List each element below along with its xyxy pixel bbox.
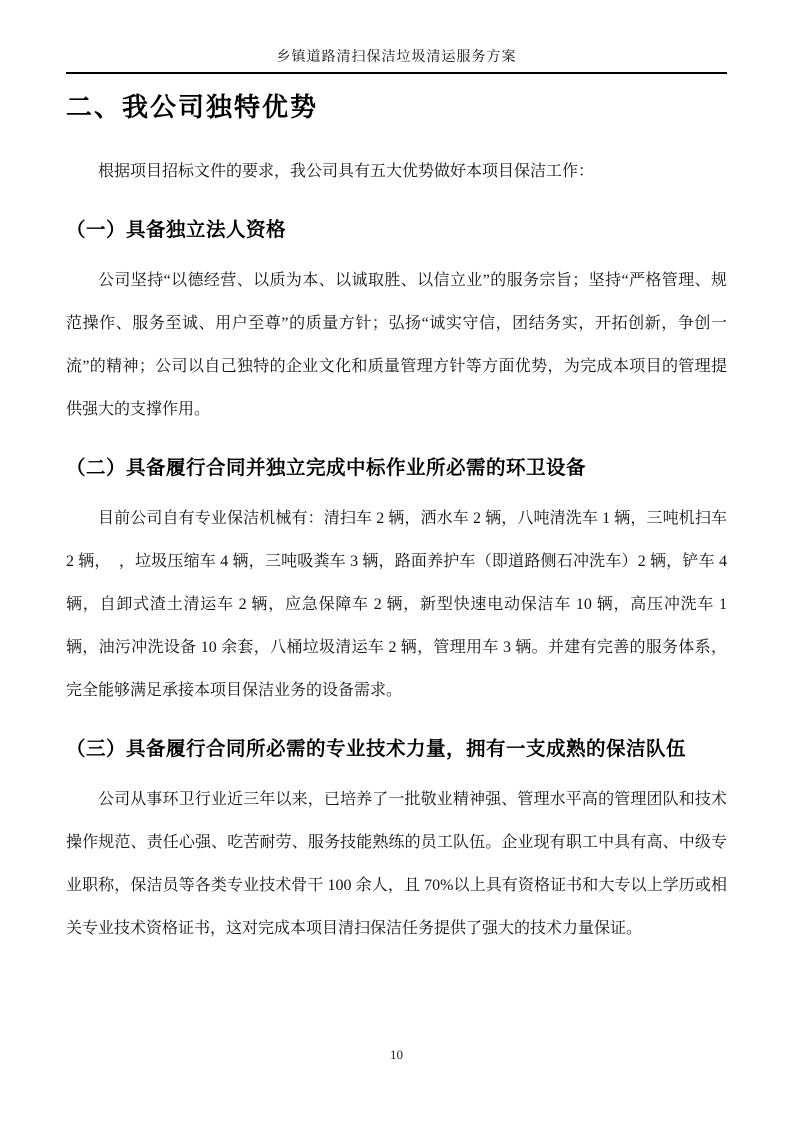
section-1-heading: （一）具备独立法人资格 (66, 219, 287, 241)
document-header-title: 乡镇道路清扫保洁垃圾清运服务方案 (276, 50, 517, 65)
section-3-paragraph: 公司从事环卫行业近三年以来，已培养了一批敬业精神强、管理水平高的管理团队和技术操作规范、责任心强、吃苦耐劳、服务技能熟练的员工队伍。企业现有职工中具有高、中级专业职称，保洁员等各类专业技术骨干 100 余人，且 70%以上具有资格证书和大专以上学历或相关专业技术资格证书，这对完成本项目清扫保洁任务提供了强大的技术力量保证。 (66, 791, 727, 937)
page-number: 10 (390, 1047, 403, 1062)
section-1-paragraph: 公司坚持“以德经营、以质为本、以诚取胜、以信立业”的服务宗旨；坚持“严格管理、规范操作、服务至诚、用户至尊”的质量方针；弘扬“诚实守信，团结务实，开拓创新，争创一流”的精神；公司以自己独特的企业文化和质量管理方针等方面优势，为完成本项目的管理提供强大的支撑作用。 (66, 272, 727, 418)
page-header (66, 0, 727, 74)
section-3-heading: （三）具备履行合同所必需的专业技术力量，拥有一支成熟的保洁队伍 (66, 738, 687, 760)
section-2-paragraph: 目前公司自有专业保洁机械有：清扫车 2 辆，洒水车 2 辆，八吨清洗车 1 辆，三吨机扫车 2 辆， ，垃圾压缩车 4 辆，三吨吸粪车 3 辆，路面养护车（即道路侧石冲洗车）2 辆，铲车 4 辆，自卸式渣土清运车 2 辆，应急保障车 2 辆，新型快速电动保洁车 10 辆，高压冲洗车 1 辆，油污冲洗设备 10 余套，八桶垃圾清运车 2 辆，管理用车 3 辆。并建有完善的服务体系，完全能够满足承接本项目保洁业务的设备需求。 (66, 510, 727, 699)
page-footer (0, 1046, 793, 1064)
intro-paragraph: 根据项目招标文件的要求，我公司具有五大优势做好本项目保洁工作： (98, 163, 595, 180)
chapter-heading: 二、我公司独特优势 (66, 92, 319, 122)
section-2-heading: （二）具备履行合同并独立完成中标作业所必需的环卫设备 (66, 457, 587, 479)
